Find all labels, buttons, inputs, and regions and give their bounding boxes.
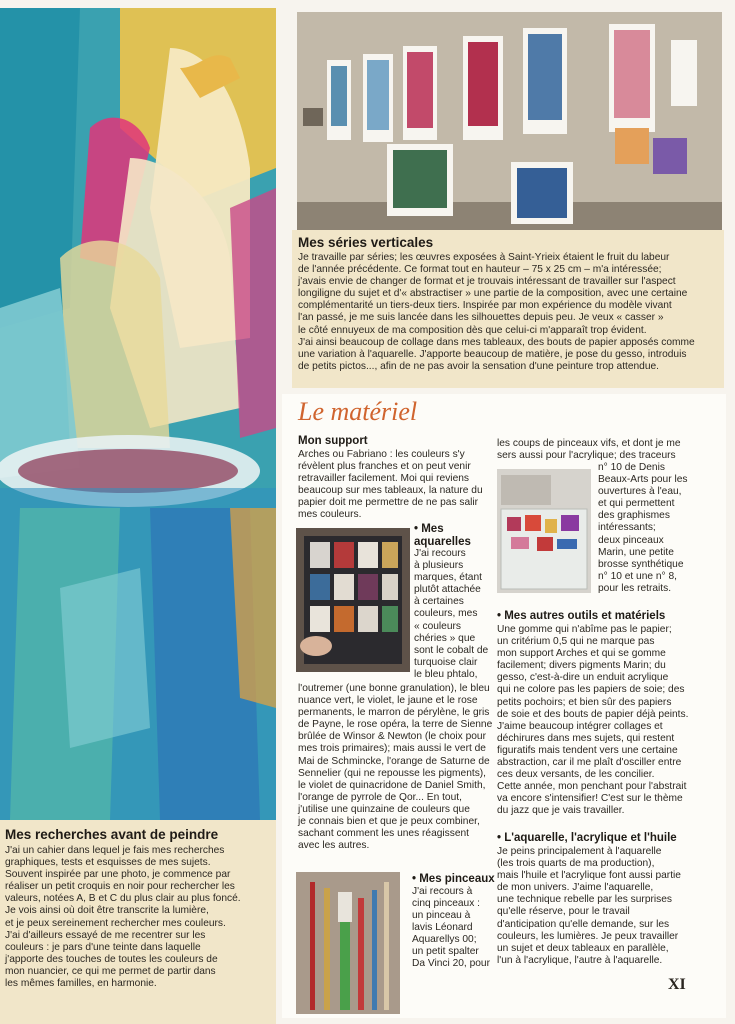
outils-line: du jazz que je vais travailler. (497, 805, 625, 817)
col2-top-line: les coups de pinceaux vifs, et dont je me (497, 438, 681, 449)
pinceaux-line: cinq pinceaux : (412, 897, 480, 909)
recherches-line: les mêmes familles, en harmonie. (5, 978, 157, 990)
aquarelle-line: un sujet et deux tableaux en parallèle, (497, 942, 669, 954)
aquarelle-line: l'un à l'acrylique, l'autre à l'aquarelle. (497, 954, 663, 966)
outils-line: déchirures dans mes sujets, qui restent (497, 732, 675, 744)
outils-line: facilement; divers pigments Marin; du (497, 660, 666, 672)
gallery-exhibition-photo (297, 12, 722, 230)
page-number: XI (668, 976, 686, 993)
aquarelle-line: de mon univers. J'aime l'aquarelle, (497, 882, 654, 894)
series-line: j'avais envie de changer de format et je trouvais intéressant de travailler sur l'aspect (298, 276, 676, 288)
recherches-line: couleurs : je pars d'une teinte dans laquelle (5, 941, 201, 953)
col2-wrap-line: Marin, une petite (598, 546, 674, 558)
aquarelles-wrap-line: à plusieurs (414, 560, 464, 572)
outils-text (497, 624, 722, 818)
paint-box-photo (497, 469, 591, 593)
support-line: papier doit me permettre de ne pas salir (298, 497, 479, 509)
aquarelles-line: brûlée de Winsor & Newton (le choix pour (298, 731, 486, 743)
aquarelle-acrylique-text (497, 846, 722, 967)
support-line: retravailler facilement. Moi qui reviens (298, 473, 469, 485)
brushes-artwork (296, 872, 400, 1014)
series-text (298, 252, 723, 373)
pinceaux-line: Aquarellys 00; (412, 933, 477, 945)
outils-line: gesso, c'est-à-dire un enduit acrylique (497, 672, 669, 684)
col2-wrap-line: brosse synthétique (598, 558, 684, 570)
series-line: de petits pictos..., afin de ne pas avoir la sensation d'une peinture trop attendue. (298, 360, 660, 372)
painting-artwork (0, 8, 276, 820)
series-line: complémentarité un tiers-deux tiers. Inspirée par mon expérience du modèle vivant (298, 300, 672, 312)
aquarelle-line: Je peins principalement à l'aquarelle (497, 846, 662, 857)
outils-line: qui ne colore pas les papiers de soie; des (497, 684, 685, 696)
recherches-line: graphiques, tests et esquisses de mes sujets. (5, 857, 211, 869)
series-line: J'ai ainsi beaucoup de collage dans mes tableaux, des bouts de papier apposés comme (298, 336, 695, 348)
outils-line: Cette année, mon penchant pour l'abstrait (497, 781, 687, 793)
aquarelles-wrap-line: le bleu phtalo, (414, 668, 478, 680)
aquarelle-line: d'anticipation qu'elle demande, sur les (497, 918, 670, 930)
col2-wrap-line: intéressants; (598, 522, 656, 534)
aquarelles-wrap-line: couleurs, mes (414, 608, 478, 620)
aquarelle-line: couleurs, les lumières. Je peux travailler (497, 930, 679, 942)
aquarelles-line: l'outremer (une bonne granulation), le bleu (298, 683, 490, 694)
aquarelle-acrylique-heading: • L'aquarelle, l'acrylique et l'huile (497, 832, 677, 844)
aquarelles-line: j'utilise une quinzaine de couleurs que (298, 803, 470, 815)
series-line: Je travaille par séries; les œuvres exposées à Saint-Yrieix étaient le fruit du labeur (298, 252, 670, 263)
aquarelles-line: le violet de quinacridone de Daniel Smith, (298, 779, 486, 791)
aquarelle-line: une technique rebelle par les surprises (497, 894, 672, 906)
recherches-line: mon nuancier, ce qui me permet de partir dans (5, 965, 216, 977)
series-heading: Mes séries verticales (298, 235, 434, 250)
series-line: longiligne du sujet et d'« abstractiser » une partie de la composition, avec une certaine (298, 288, 688, 300)
palette-artwork (296, 528, 410, 672)
support-heading: Mon support (298, 435, 368, 447)
support-line: mes couleurs. (298, 509, 362, 521)
col2-wrap-line: n° 10 de Denis (598, 462, 665, 473)
aquarelles-wrap-line: marques, étant (414, 572, 482, 584)
aquarelles-wrap-line: à certaines (414, 596, 464, 608)
recherches-line: Souvent inspirée par une photo, je commence par (5, 869, 231, 881)
brushes-photo (296, 872, 400, 1014)
col2-top-line: sers aussi pour l'acrylique; des traceurs (497, 450, 676, 462)
aquarelles-line: Mai de Schmincke, l'orange de Saturne de (298, 755, 490, 767)
outils-line: un critérium 0,5 qui ne marque pas (497, 636, 655, 648)
outils-line: ces deux versants, de les concilier. (497, 769, 655, 781)
aquarelles-wrap-line: sont le cobalt de (414, 644, 489, 656)
outils-line: va encore s'intensifier! C'est sur le thème (497, 793, 683, 805)
col2-wrap-line: n° 10 et une n° 8, (598, 570, 677, 582)
col2-wrap-line: pour les retraits. (598, 582, 672, 594)
col2-wrap-line: ouvertures à l'eau, (598, 486, 682, 498)
col2-wrap-line: deux pinceaux (598, 534, 664, 546)
outils-line: abstraction, car il me plaît d'osciller entre (497, 757, 682, 769)
aquarelles-line: de Payne, le rose opéra, la terre de Sienne (298, 719, 493, 731)
series-line: le côté ennuyeux de ma composition dès que celui-ci m'apparaît trop évident. (298, 324, 647, 336)
outils-line: petits pochoirs; et bien sûr des papiers (497, 696, 672, 708)
aquarelle-line: (les trois quarts de ma production), (497, 858, 655, 870)
outils-line: de soie et des bouts de papier déjà peints. (497, 708, 689, 720)
recherches-line: J'ai un cahier dans lequel je fais mes recherches (5, 845, 225, 856)
col2-wrap-line: Beaux-Arts pour les (598, 474, 688, 486)
series-line: de l'année précédente. Ce format tout en hauteur – 75 x 25 cm – m'a intéressée; (298, 264, 662, 276)
recherches-text (5, 845, 273, 990)
pinceaux-heading: • Mes pinceaux (412, 873, 495, 885)
series-line: une variation à l'aquarelle. J'apporte beaucoup de matière, je pose du gesso, introduis (298, 348, 687, 360)
aquarelle-line: mais l'huile et l'acrylique font aussi partie (497, 870, 681, 882)
recherches-line: Je vois ainsi où doit être transcrite la lumière, (5, 905, 209, 917)
aquarelles-line: l'orange de pyrrole de Qor... En tout, (298, 791, 462, 803)
col2-wrap-line: et qui permettent (598, 498, 675, 510)
aquarelles-wrap-line: J'ai recours (414, 548, 466, 559)
col2-wrap-text (598, 462, 724, 595)
materiel-title: Le matériel (298, 397, 418, 426)
recherches-line: j'apporte des touches de toutes les couleurs de (5, 953, 218, 965)
gallery-artwork (297, 12, 722, 230)
pinceaux-line: Da Vinci 20, pour (412, 958, 490, 970)
aquarelles-line: mes trois primaires); mais aussi le vert de (298, 743, 486, 755)
aquarelles-heading-line: aquarelles (414, 535, 471, 548)
aquarelles-block (414, 523, 494, 681)
aquarelles-wrap-line: plutôt attachée (414, 584, 481, 596)
support-line: Arches ou Fabriano : les couleurs s'y (298, 449, 465, 460)
pinceaux-line: un petit spalter (412, 945, 479, 957)
recherches-line: J'ai d'ailleurs essayé de me recentrer sur les (5, 929, 206, 941)
aquarelles-wrap-line: turquoise clair (414, 656, 478, 668)
aquarelles-line: permanents, le marron de pérylène, le gris (298, 707, 490, 719)
aquarelles-line: Sennelier (qui ne repousse les pigments), (298, 767, 487, 779)
pinceaux-line: J'ai recours à (412, 885, 473, 897)
col2-top-text (497, 438, 722, 462)
aquarelles-heading-line: • Mes (414, 523, 444, 535)
recherches-line: réaliser un petit croquis en noir pour rechercher les (5, 881, 235, 893)
aquarelles-line: je connais bien et que je peux combiner, (298, 816, 480, 828)
aquarelles-line: avec les autres. (298, 840, 370, 852)
pinceaux-block (412, 873, 496, 970)
series-line: l'an passé, je me suis lancée dans les silhouettes depuis peu. Je veux « casser » (298, 312, 664, 324)
watercolor-palette-photo (296, 528, 410, 672)
support-line: beaucoup sur mes tableaux, la nature du (298, 485, 483, 497)
aquarelles-line: sachant comment les unes réagissent (298, 828, 470, 840)
outils-heading: • Mes autres outils et matériels (497, 610, 666, 622)
aquarelles-text (298, 683, 493, 852)
aquarelle-line: qu'elle réserve, pour le travail (497, 906, 630, 918)
recherches-line: valeurs, notées A, B et C du plus clair au plus foncé. (5, 893, 241, 905)
pinceaux-line: lavis Léonard (412, 921, 473, 933)
support-line: révèlent plus franches et on peut venir (298, 461, 471, 473)
paint-box-artwork (497, 469, 591, 593)
pinceaux-line: un pinceau à (412, 909, 471, 921)
outils-line: J'aime beaucoup intégrer collages et (497, 720, 663, 732)
support-text (298, 449, 493, 522)
aquarelles-wrap-line: chéries » que (414, 632, 476, 644)
outils-line: figuratifs mais tendent vers une certaine (497, 744, 678, 756)
outils-line: mon support Arches et qui se gomme (497, 648, 666, 660)
col2-wrap-line: des graphismes (598, 510, 670, 522)
aquarelles-wrap-line: « couleurs (414, 620, 462, 632)
recherches-line: et je peux sereinement rechercher mes couleurs. (5, 917, 226, 929)
watercolor-jug-painting (0, 8, 276, 820)
recherches-heading: Mes recherches avant de peindre (5, 827, 219, 842)
outils-line: Une gomme qui n'abîme pas le papier; (497, 624, 672, 635)
aquarelles-line: nuance vert, le violet, le jaune et le rose (298, 695, 478, 707)
